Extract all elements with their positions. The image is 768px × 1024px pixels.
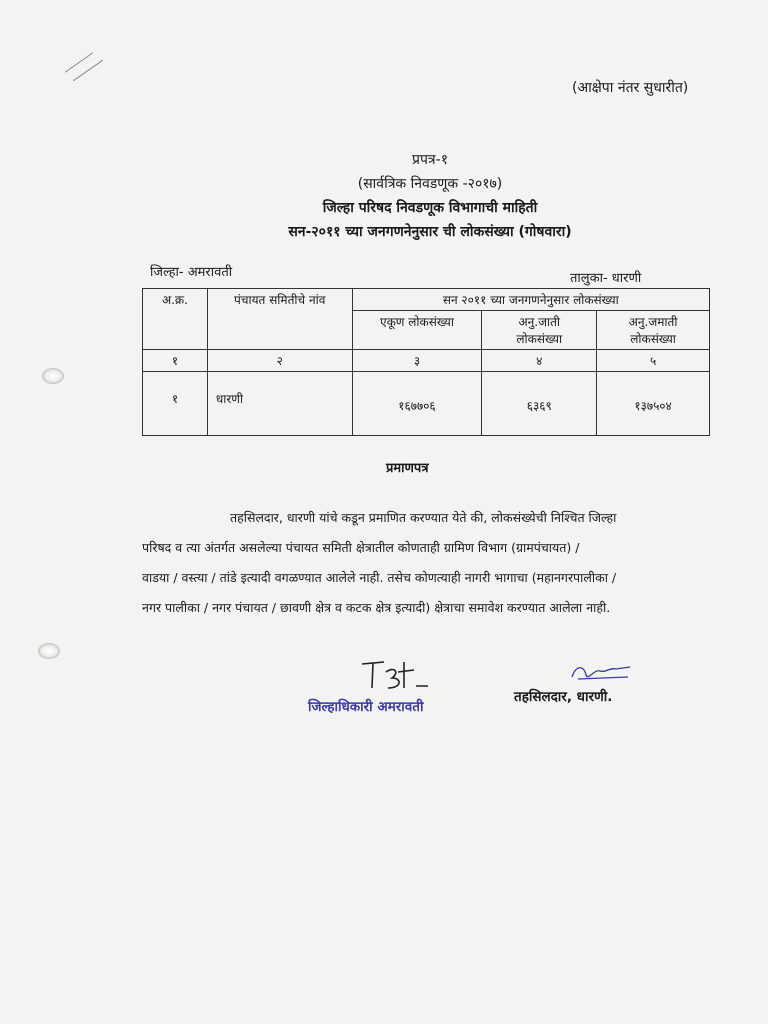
header-total-population: एकूण लोकसंख्या — [352, 311, 482, 350]
certificate-line: तहसिलदार, धारणी यांचे कडून प्रमाणित करण्यात येते की, लोकसंख्येची निश्चित जिल्हा — [230, 510, 617, 525]
election-title: (सार्वत्रिक निवडणूक -२०१७) — [357, 176, 503, 192]
document-heading: जिल्हा परिषद निवडणूक विभागाची माहिती — [322, 200, 538, 216]
certificate-title: प्रमाणपत्र — [386, 461, 429, 476]
header-st-population: अनु.जमाती लोकसंख्या — [597, 311, 710, 350]
collector-designation: जिल्हाधिकारी अमरावती — [308, 699, 424, 715]
document-subheading: सन-२०११ च्या जनगणनेनुसार ची लोकसंख्या (गोषवारा) — [288, 224, 572, 240]
row-sc-population: ६३६९ — [482, 372, 597, 436]
taluka-label: तालुका- धारणी — [570, 271, 642, 286]
column-number: ३ — [352, 350, 482, 372]
table-row — [143, 372, 710, 436]
punch-hole-bottom — [38, 643, 60, 659]
collector-signature — [358, 658, 438, 698]
row-samiti-name: धारणी — [207, 372, 352, 436]
header-sc-population: अनु.जाती लोकसंख्या — [482, 311, 597, 350]
row-total-population: १६७७०६ — [352, 372, 482, 436]
certificate-text — [142, 503, 708, 623]
column-number: २ — [207, 350, 352, 372]
district-label: जिल्हा- अमरावती — [150, 265, 233, 280]
column-number: १ — [143, 350, 208, 372]
certificate-line: वाडया / वस्त्या / तांडे इत्यादी वगळण्यात आलेले नाही. तसेच कोणत्याही नागरी भागाचा (महानगरपालीका / — [142, 570, 617, 585]
tehsildar-designation: तहसिलदार, धारणी. — [514, 689, 613, 705]
form-number: प्रपत्र-१ — [412, 152, 448, 168]
row-serial: १ — [143, 372, 208, 436]
header-serial: अ.क्र. — [143, 289, 208, 350]
tehsildar-signature — [568, 663, 638, 685]
row-st-population: १३७५०४ — [597, 372, 710, 436]
population-table — [142, 288, 710, 436]
revision-note: (आक्षेपा नंतर सुधारीत) — [572, 80, 689, 96]
certificate-line: परिषद व त्या अंतर्गत असलेल्या पंचायत समिती क्षेत्रातील कोणताही ग्रामिण विभाग (ग्रामपंचायत) / — [142, 540, 580, 555]
column-number: ४ — [482, 350, 597, 372]
column-number-row — [143, 350, 710, 372]
header-samiti-name: पंचायत समितीचे नांव — [207, 289, 352, 350]
punch-hole-top — [42, 368, 64, 384]
column-number: ५ — [597, 350, 710, 372]
certificate-line: नगर पालीका / नगर पंचायत / छावणी क्षेत्र व कटक क्षेत्र इत्यादी) क्षेत्राचा समावेश करण्यात आलेला नाही. — [142, 600, 611, 615]
header-census-group: सन २०११ च्या जनगणनेनुसार लोकसंख्या — [352, 289, 709, 311]
